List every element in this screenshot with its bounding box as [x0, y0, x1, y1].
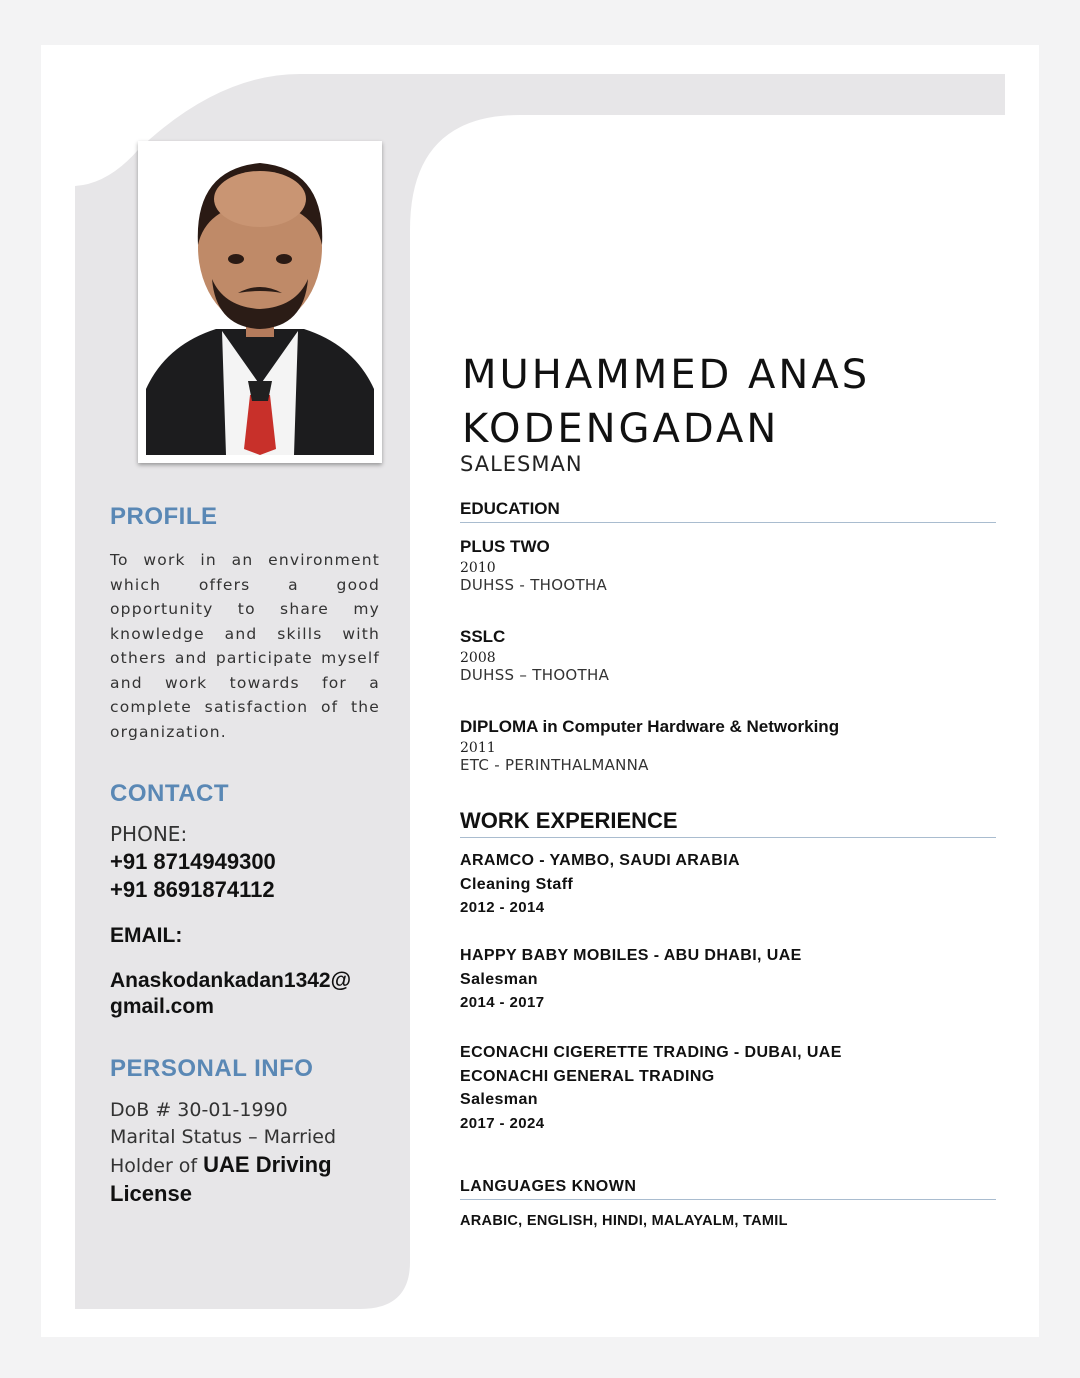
- education-year: 2010: [460, 560, 496, 576]
- education-item: [460, 627, 996, 684]
- email-address-line1: Anaskodankadan1342@: [110, 969, 352, 992]
- profile-photo: [146, 149, 374, 455]
- work-role: Salesman: [460, 970, 538, 988]
- work-role: Salesman: [460, 1091, 538, 1108]
- education-school: DUHSS - THOOTHA: [460, 576, 608, 594]
- name-line-1: MUHAMMED ANAS: [462, 352, 871, 398]
- languages-list: ARABIC, ENGLISH, HINDI, MALAYALM, TAMIL: [460, 1213, 788, 1229]
- phone-number-2: +91 8691874112: [110, 877, 275, 902]
- work-company: ARAMCO - YAMBO, SAUDI ARABIA: [460, 852, 740, 869]
- education-title: DIPLOMA in Computer Hardware & Networking: [460, 717, 840, 736]
- profile-section: [110, 503, 380, 744]
- work-item: [460, 944, 996, 1015]
- license-line-2: [110, 1180, 380, 1209]
- education-item: [460, 537, 996, 594]
- personal-info-section: [110, 1055, 380, 1209]
- job-title: SALESMAN: [460, 452, 583, 476]
- education-school: ETC - PERINTHALMANNA: [460, 756, 649, 774]
- name-header: [462, 348, 998, 456]
- license-bold-1: UAE Driving: [203, 1152, 332, 1177]
- phone-label: PHONE:: [110, 822, 188, 846]
- contact-heading: CONTACT: [110, 780, 230, 807]
- marital-status: Marital Status – Married: [110, 1126, 337, 1148]
- education-year: 2008: [460, 650, 496, 666]
- work-company: HAPPY BABY MOBILES - ABU DHABI, UAE: [460, 947, 802, 964]
- education-year: 2011: [460, 740, 496, 756]
- work-item: [460, 849, 996, 920]
- work-experience-heading: WORK EXPERIENCE: [460, 808, 996, 838]
- education-school: DUHSS – THOOTHA: [460, 666, 610, 684]
- education-title: SSLC: [460, 627, 506, 646]
- name-line-2: KODENGADAN: [462, 406, 780, 452]
- contact-section: [110, 780, 380, 1020]
- personal-info-heading: PERSONAL INFO: [110, 1055, 314, 1082]
- license-prefix: Holder of: [110, 1155, 204, 1177]
- education-item: [460, 717, 996, 774]
- email-label: EMAIL:: [110, 924, 183, 947]
- work-years: 2014 - 2017: [460, 994, 545, 1011]
- license-bold-2: License: [110, 1181, 192, 1206]
- profile-heading: PROFILE: [110, 503, 218, 530]
- education-title: PLUS TWO: [460, 537, 550, 556]
- work-company: ECONACHI CIGERETTE TRADING - DUBAI, UAE: [460, 1044, 842, 1061]
- email-address-line2: gmail.com: [110, 995, 214, 1018]
- phone-number-1: +91 8714949300: [110, 849, 276, 874]
- work-role: Cleaning Staff: [460, 875, 574, 893]
- work-item: [460, 1041, 996, 1135]
- license-line: [110, 1151, 380, 1180]
- work-years: 2017 - 2024: [460, 1114, 545, 1132]
- work-years: 2012 - 2014: [460, 899, 545, 916]
- education-heading: EDUCATION: [460, 499, 996, 523]
- dob: DoB # 30-01-1990: [110, 1099, 288, 1121]
- profile-photo-frame: [138, 141, 382, 463]
- work-company-secondary: ECONACHI GENERAL TRADING: [460, 1067, 715, 1085]
- profile-text: To work in an environment which offers a good opportunity to share my knowledge and skills with others and participate myself and work towards for a complete satisfaction of the organization.: [110, 551, 380, 741]
- languages-heading: LANGUAGES KNOWN: [460, 1178, 996, 1200]
